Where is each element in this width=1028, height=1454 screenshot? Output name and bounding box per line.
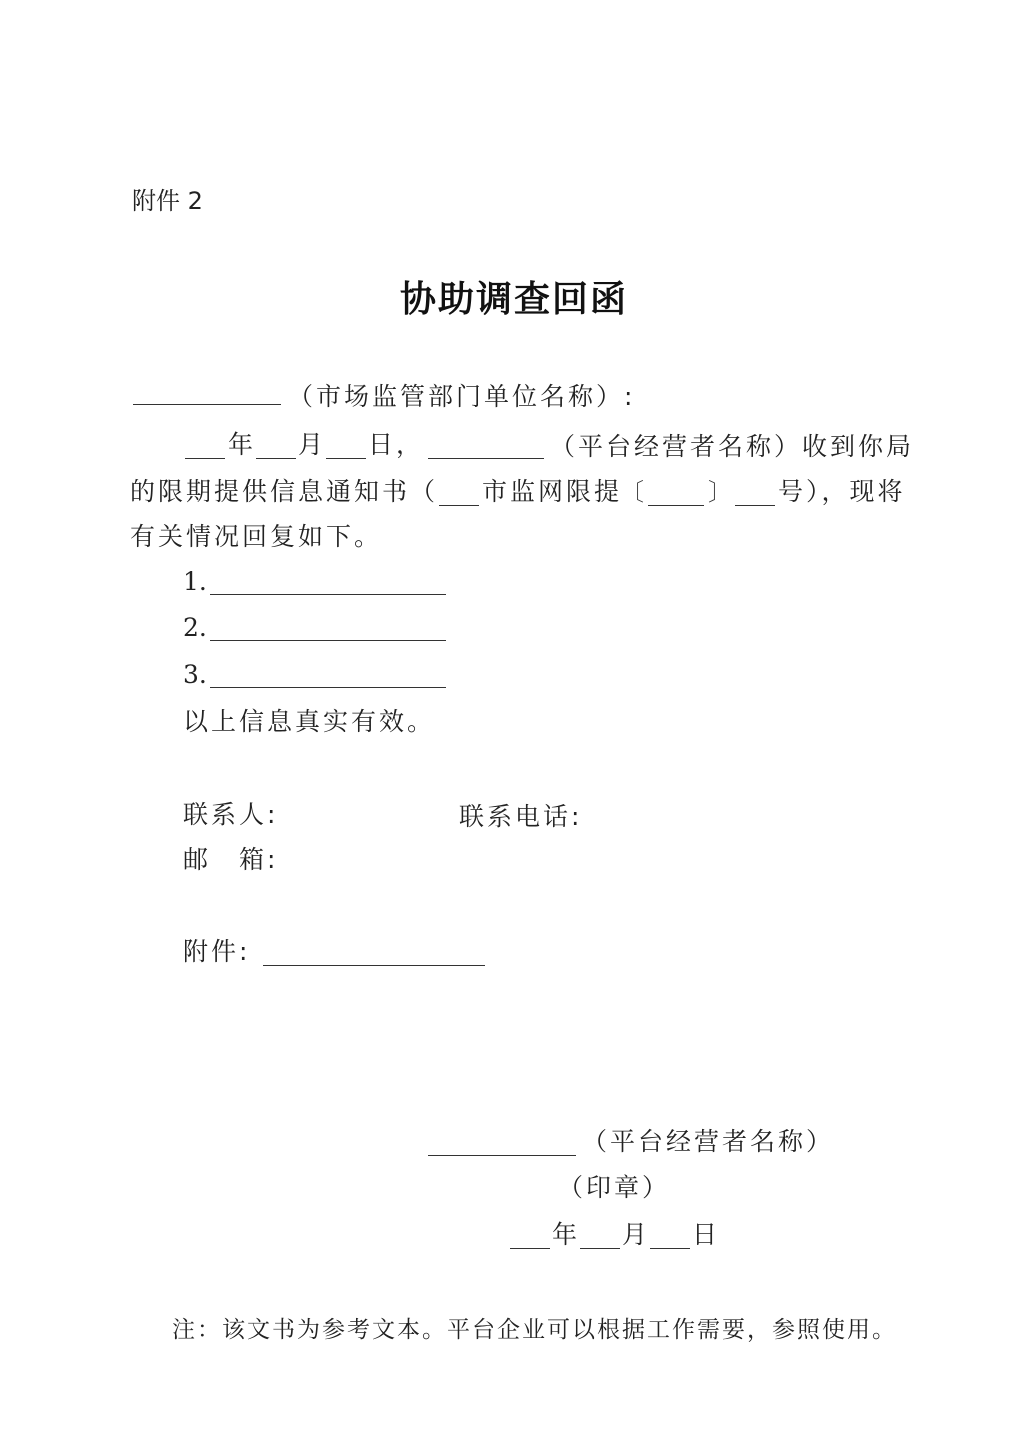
notice-doc-code: 市监网限提: [482, 477, 623, 506]
signature-year-blank[interactable]: [510, 1248, 550, 1249]
notice-line-end: 号），现将: [778, 477, 906, 506]
signature-month-blank[interactable]: [580, 1248, 620, 1249]
recipient-hint: （市场监管部门单位名称）:: [288, 382, 636, 411]
date-month-blank[interactable]: [256, 458, 296, 459]
item-2-blank[interactable]: [210, 640, 446, 641]
attachment-number: 附件 2: [132, 187, 203, 215]
notice-year-blank[interactable]: [648, 505, 704, 506]
received-notice-text: （平台经营者名称）收到你局: [550, 432, 915, 461]
item-number: 3.: [183, 660, 207, 689]
recipient-blank[interactable]: [133, 404, 281, 405]
month-label: 月: [298, 430, 327, 459]
document-title: 协助调查回函: [399, 278, 628, 320]
signature-month-label: 月: [622, 1220, 651, 1249]
contact-person-label: 联系人:: [183, 800, 279, 829]
reply-intro: 有关情况回复如下。: [130, 522, 383, 551]
platform-name-blank[interactable]: [428, 458, 544, 459]
signature-platform-hint: （平台经营者名称）: [582, 1127, 835, 1156]
item-3-blank[interactable]: [210, 687, 446, 688]
notice-line-start: 的限期提供信息通知书（: [130, 477, 439, 506]
signature-day-label: 日: [692, 1220, 721, 1249]
validity-statement: 以上信息真实有效。: [183, 707, 436, 736]
bracket-open: 〔: [620, 478, 644, 506]
item-number: 2.: [183, 613, 207, 642]
attachment-blank[interactable]: [263, 965, 485, 966]
footnote: 注：该文书为参考文本。平台企业可以根据工作需要，参照使用。: [172, 1317, 897, 1343]
signature-platform-blank[interactable]: [428, 1155, 576, 1156]
contact-email-label: 邮 箱:: [183, 845, 279, 874]
notice-number-blank[interactable]: [735, 505, 775, 506]
signature-day-blank[interactable]: [650, 1248, 690, 1249]
seal-label: （印章）: [558, 1173, 671, 1202]
attachment-label: 附件:: [183, 937, 251, 966]
item-1-blank[interactable]: [210, 594, 446, 595]
bracket-close: 〕: [708, 478, 732, 506]
notice-region-blank[interactable]: [439, 505, 479, 506]
contact-phone-label: 联系电话:: [459, 802, 583, 831]
signature-year-label: 年: [552, 1220, 581, 1249]
year-label: 年: [228, 430, 257, 459]
date-day-blank[interactable]: [326, 458, 366, 459]
item-number: 1.: [183, 567, 207, 596]
date-year-blank[interactable]: [185, 458, 225, 459]
day-label: 日，: [368, 430, 425, 459]
